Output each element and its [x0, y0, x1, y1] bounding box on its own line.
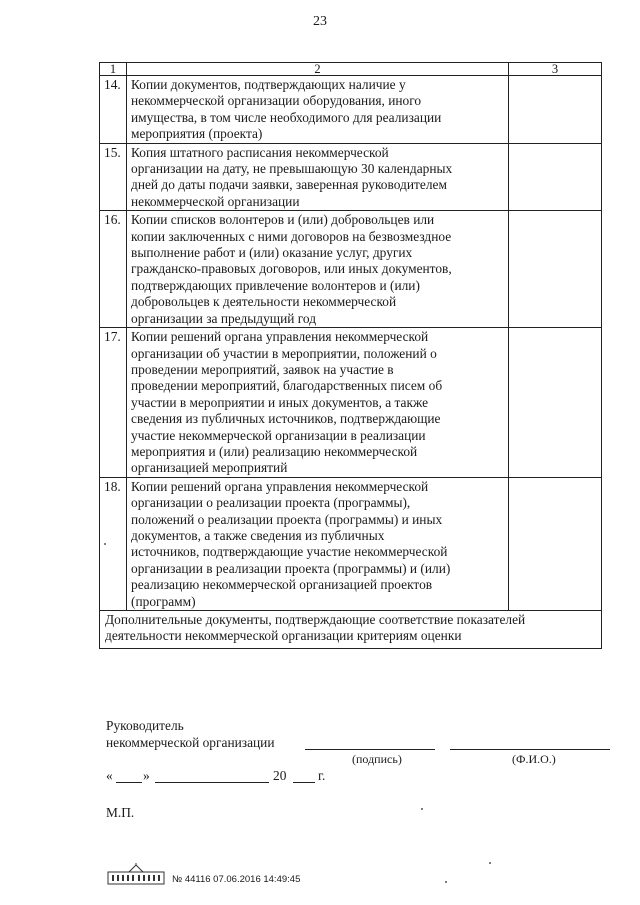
- date-month-line: [155, 782, 269, 783]
- row-text-line: участие некоммерческой организации в реализации: [131, 427, 426, 443]
- seal-place: М.П.: [106, 805, 135, 820]
- signature-caption: (подпись): [352, 752, 402, 766]
- row-text-line: источников, подтверждающие участие некоммерческой: [131, 544, 448, 560]
- scan-speck: [489, 862, 491, 864]
- row-number: 17.: [100, 328, 127, 478]
- scan-speck: [104, 543, 106, 545]
- row-text-line: выполнение работ и (или) оказание услуг, других: [131, 245, 413, 261]
- date-close-quote: »: [143, 768, 150, 783]
- row-text-line: некоммерческой организации оборудования, иного: [131, 93, 422, 109]
- additional-documents-note: [100, 611, 602, 649]
- date-year-prefix: 20: [273, 768, 287, 783]
- date-year-line: [293, 782, 315, 783]
- row-number: 15.: [100, 143, 127, 211]
- row-text-line: гражданско-правовых договоров, или иных документов,: [131, 261, 452, 277]
- row-text-line: копии заключенных с ними договоров на безвозмездное: [131, 228, 452, 244]
- row-text-line: мероприятия (проекта): [131, 126, 263, 142]
- row-text-line: Копии решений органа управления некоммерческой: [131, 329, 429, 345]
- signature-line: [305, 749, 435, 750]
- row-text-line: имущества, в том числе необходимого для реализации: [131, 109, 442, 125]
- name-line: [450, 749, 610, 750]
- row-text-line: подтверждающих привлечение волонтеров и (или): [131, 277, 420, 293]
- row-text-line: проведении мероприятий, заявок на участие в: [131, 361, 394, 377]
- row-text-line: документов, а также сведения из публичных: [131, 527, 385, 543]
- row-text: [127, 477, 509, 610]
- table-row: [100, 211, 602, 328]
- row-number: 14.: [100, 76, 127, 144]
- row-text-line: добровольцев к деятельности некоммерческой: [131, 294, 397, 310]
- row-text-line: (программ): [131, 593, 196, 609]
- row-text-line: реализацию некоммерческой организацией проектов: [131, 577, 433, 593]
- row-text: [127, 211, 509, 328]
- scan-speck: [421, 808, 423, 810]
- row-text-line: организации в реализации проекта (программы) и (или): [131, 560, 451, 576]
- header-col-3: 3: [509, 63, 602, 76]
- row-text-line: участии в мероприятии и иных документов, а также: [131, 394, 429, 410]
- header-col-2: 2: [127, 63, 509, 76]
- signature-title-line1: Руководитель: [106, 718, 184, 733]
- signature-title-line2: некоммерческой организации: [106, 735, 275, 750]
- row-text-line: организации на дату, не превышающую 30 календарных: [131, 161, 453, 177]
- row-number: 16.: [100, 211, 127, 328]
- row-text-line: Копии решений органа управления некоммерческой: [131, 478, 429, 494]
- table-footer-row: [100, 611, 602, 649]
- row-empty-cell: [509, 143, 602, 211]
- date-day-line: [116, 782, 142, 783]
- row-text-line: сведения из публичных источников, подтверждающие: [131, 411, 441, 427]
- row-text-line: дней до даты подачи заявки, заверенная руководителем: [131, 177, 447, 193]
- date-open-quote: «: [106, 768, 113, 783]
- row-empty-cell: [509, 211, 602, 328]
- row-text-line: Копии документов, подтверждающих наличие у: [131, 77, 406, 92]
- row-text: [127, 328, 509, 478]
- row-text: [127, 143, 509, 211]
- registry-stamp-icon: [107, 863, 165, 885]
- row-text-line: организации о реализации проекта (программы),: [131, 495, 411, 511]
- row-text: [127, 76, 509, 144]
- documents-table: [99, 62, 602, 649]
- row-text-line: положений о реализации проекта (программы) и иных: [131, 511, 443, 527]
- row-text-line: проведении мероприятий, благодарственных писем об: [131, 378, 443, 394]
- footer-text-line: деятельности некоммерческой организации критериям оценки: [105, 628, 462, 644]
- table-row: [100, 328, 602, 478]
- footer-text-line: Дополнительные документы, подтверждающие соответствие показателей: [105, 612, 526, 627]
- scan-speck: [445, 881, 447, 883]
- row-text-line: организации за предыдущий год: [131, 310, 317, 326]
- table-row: [100, 76, 602, 144]
- row-text-line: Копии списков волонтеров и (или) добровольцев или: [131, 212, 435, 228]
- row-text-line: организацией мероприятий: [131, 460, 288, 476]
- table-header-row: [100, 63, 602, 76]
- row-text-line: организации об участии в мероприятии, положений о: [131, 345, 437, 361]
- date-year-suffix: г.: [318, 768, 326, 783]
- table-row: [100, 143, 602, 211]
- row-number: 18.: [100, 477, 127, 610]
- page-number: 23: [313, 14, 327, 29]
- row-empty-cell: [509, 328, 602, 478]
- table-row: [100, 477, 602, 610]
- row-text-line: некоммерческой организации: [131, 193, 300, 209]
- row-text-line: Копия штатного расписания некоммерческой: [131, 144, 389, 160]
- header-col-1: 1: [100, 63, 127, 76]
- row-text-line: мероприятия и (или) реализацию некоммерческой: [131, 443, 418, 459]
- row-empty-cell: [509, 76, 602, 144]
- name-caption: (Ф.И.О.): [512, 752, 556, 766]
- row-empty-cell: [509, 477, 602, 610]
- registration-number: № 44116 07.06.2016 14:49:45: [172, 874, 301, 885]
